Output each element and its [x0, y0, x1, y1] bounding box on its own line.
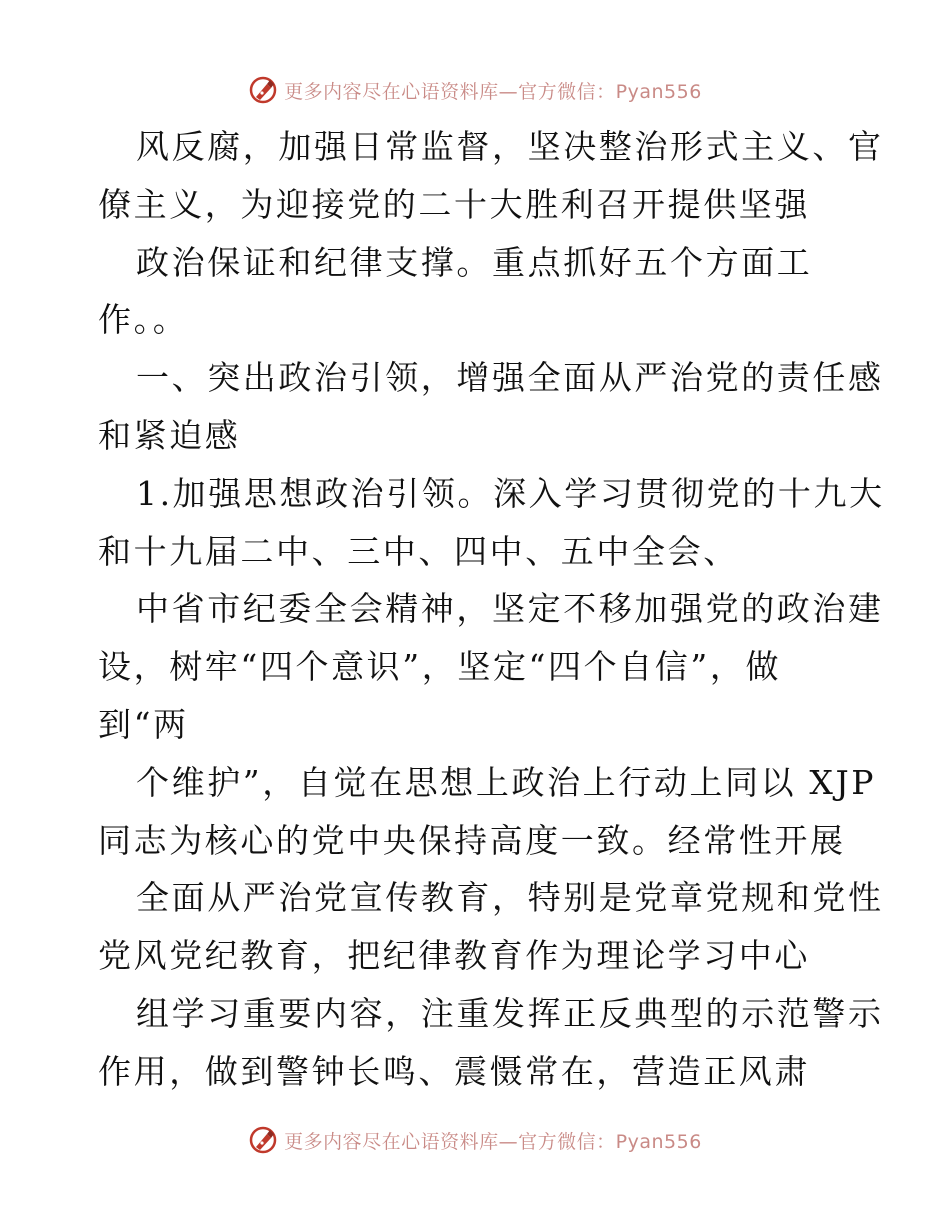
body-line: 作用，做到警钟长鸣、震慑常在，营造正风肃: [98, 1051, 810, 1091]
body-line: 政治保证和纪律支撑。重点抓好五个方面工: [136, 242, 813, 282]
body-line: 作。。: [98, 300, 189, 340]
fountain-pen-nib-icon: [248, 75, 278, 105]
body-line: 党风党纪教育，把纪律教育作为理论学习中心: [98, 936, 810, 976]
header-watermark: [0, 70, 950, 110]
footer-watermark: [0, 1120, 950, 1160]
body-line: 1.加强思想政治引领。深入学习贯彻党的十九大: [136, 473, 885, 513]
section-heading-line: 和紧迫感: [98, 415, 241, 455]
body-line: 个维护”，自觉在思想上政治上行动上同以 XJP: [136, 762, 877, 802]
body-line: 到“两: [98, 704, 189, 744]
body-line: 组学习重要内容，注重发挥正反典型的示范警示: [136, 993, 884, 1033]
document-body: [98, 118, 885, 1101]
section-heading-line: 一、突出政治引领，增强全面从严治党的责任感: [136, 358, 884, 398]
header-watermark-text: 更多内容尽在心语资料库—官方微信：Pyan556: [284, 80, 702, 103]
body-line: 僚主义，为迎接党的二十大胜利召开提供坚强: [98, 184, 810, 224]
body-line: 风反腐，加强日常监督，坚决整治形式主义、官: [136, 127, 884, 166]
footer-watermark-text: 更多内容尽在心语资料库—官方微信：Pyan556: [284, 1130, 702, 1153]
body-line: 和十九届二中、三中、四中、五中全会、: [98, 531, 739, 571]
body-line: 全面从严治党宣传教育，特别是党章党规和党性: [136, 878, 884, 918]
body-line: 设，树牢“四个意识”，坚定“四个自信”，做: [98, 647, 782, 687]
body-line: 中省市纪委全会精神，坚定不移加强党的政治建: [136, 589, 884, 629]
fountain-pen-nib-icon: [248, 1125, 278, 1155]
body-line: 同志为核心的党中央保持高度一致。经常性开展: [98, 820, 846, 860]
